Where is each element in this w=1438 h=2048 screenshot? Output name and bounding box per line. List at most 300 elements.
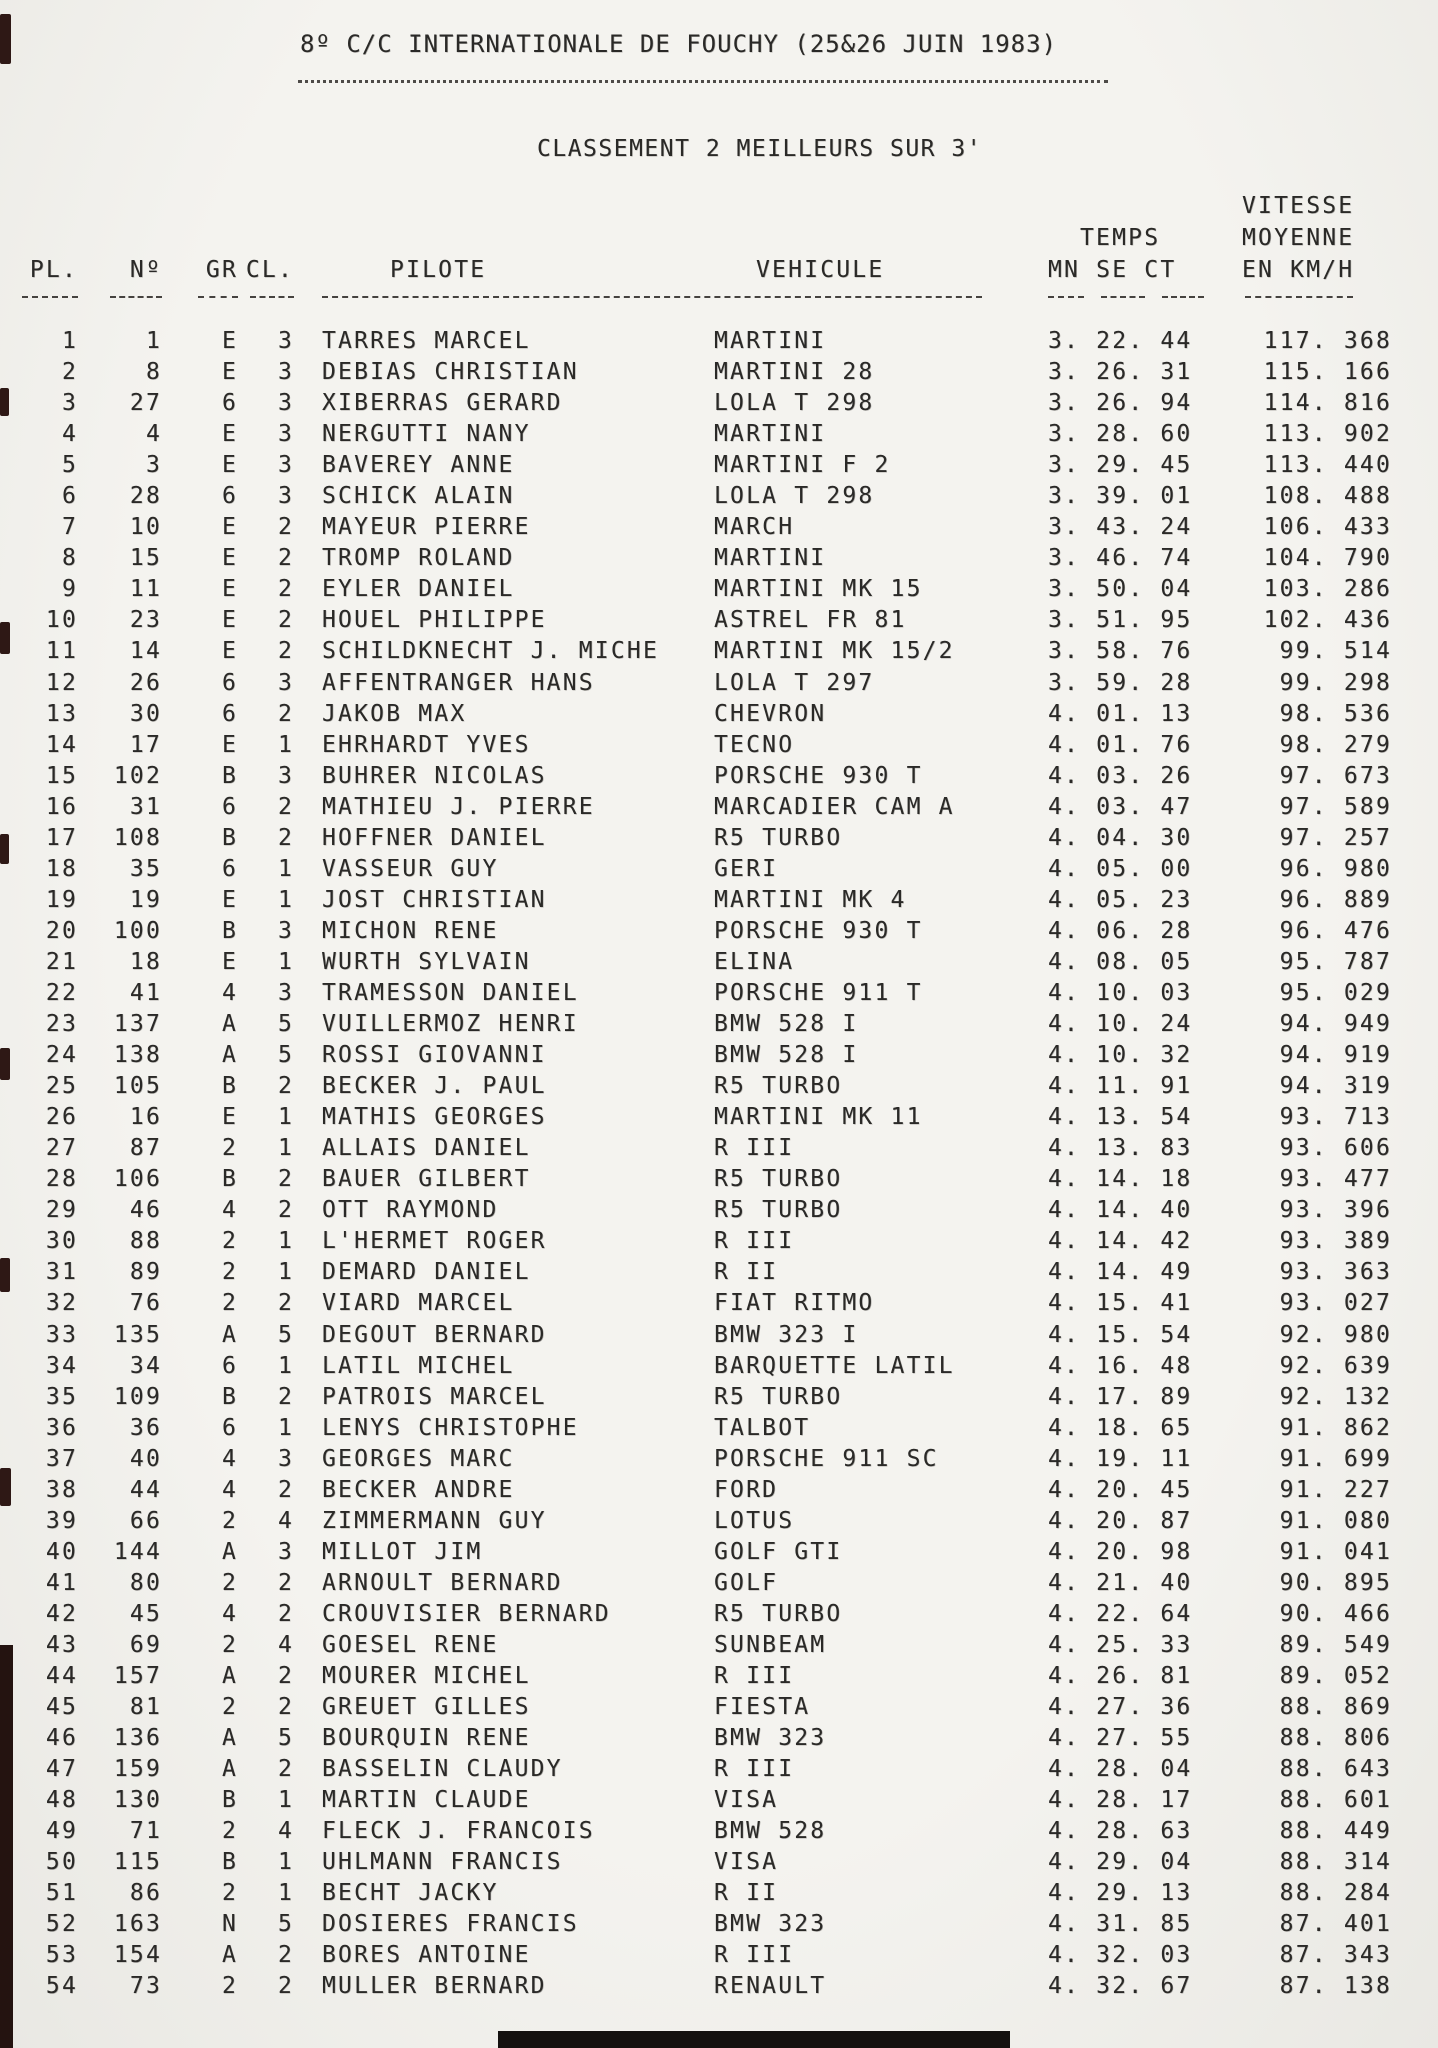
class-cell: 1 xyxy=(277,1880,294,1907)
vehicle-cell: MARTINI xyxy=(714,545,827,572)
class-cell: 2 xyxy=(277,514,294,541)
column-underline xyxy=(1101,286,1145,298)
time-cell: 3. 51. 95 xyxy=(1048,607,1193,634)
speed-cell: 95. 787 xyxy=(1279,948,1392,975)
place-cell: 30 xyxy=(45,1228,78,1255)
car-number-cell: 154 xyxy=(113,1942,162,1969)
result-row xyxy=(0,543,1392,574)
speed-cell: 113. 902 xyxy=(1263,421,1392,448)
class-cell: 4 xyxy=(277,1507,294,1534)
driver-cell: DEMARD DANIEL xyxy=(322,1259,531,1286)
car-number-cell: 11 xyxy=(129,576,162,603)
class-cell: 3 xyxy=(277,917,294,944)
time-cell: 4. 11. 91 xyxy=(1048,1073,1193,1100)
driver-cell: MATHIS GEORGES xyxy=(322,1104,547,1131)
speed-cell: 88. 643 xyxy=(1279,1756,1392,1783)
speed-cell: 93. 606 xyxy=(1279,1135,1392,1162)
header-gr: GR xyxy=(205,257,238,283)
result-row xyxy=(0,1754,1392,1785)
place-cell: 54 xyxy=(45,1973,78,2000)
class-cell: 1 xyxy=(277,948,294,975)
vehicle-cell: R5 TURBO xyxy=(714,1073,843,1100)
class-cell: 2 xyxy=(277,1694,294,1721)
result-row xyxy=(0,1537,1392,1568)
driver-cell: MULLER BERNARD xyxy=(322,1973,547,2000)
driver-cell: BECKER J. PAUL xyxy=(322,1073,547,1100)
time-cell: 4. 03. 26 xyxy=(1048,762,1193,789)
place-cell: 2 xyxy=(61,359,78,386)
driver-cell: VUILLERMOZ HENRI xyxy=(322,1011,579,1038)
time-cell: 4. 10. 03 xyxy=(1048,979,1193,1006)
vehicle-cell: MARCH xyxy=(714,514,795,541)
group-cell: 6 xyxy=(221,793,238,820)
result-row xyxy=(0,823,1392,854)
driver-cell: ZIMMERMANN GUY xyxy=(322,1507,547,1534)
place-cell: 25 xyxy=(45,1073,78,1100)
class-cell: 3 xyxy=(277,483,294,510)
car-number-cell: 88 xyxy=(129,1228,162,1255)
vehicle-cell: RENAULT xyxy=(714,1973,827,2000)
result-row xyxy=(0,916,1392,947)
vehicle-cell: R5 TURBO xyxy=(714,824,843,851)
speed-cell: 88. 601 xyxy=(1279,1787,1392,1814)
column-underline xyxy=(1245,286,1353,298)
vehicle-cell: MARTINI xyxy=(714,421,827,448)
vehicle-cell: MARCADIER CAM A xyxy=(714,793,955,820)
class-cell: 2 xyxy=(277,700,294,727)
result-row xyxy=(0,1133,1392,1164)
class-cell: 1 xyxy=(277,1104,294,1131)
group-cell: B xyxy=(221,1383,238,1410)
time-cell: 4. 10. 32 xyxy=(1048,1042,1193,1069)
result-row xyxy=(0,854,1392,885)
group-cell: B xyxy=(221,917,238,944)
result-row xyxy=(0,1568,1392,1599)
class-cell: 2 xyxy=(277,1383,294,1410)
speed-cell: 93. 713 xyxy=(1279,1104,1392,1131)
column-underline xyxy=(250,286,294,298)
vehicle-cell: GOLF GTI xyxy=(714,1538,843,1565)
result-row xyxy=(0,1351,1392,1382)
place-cell: 36 xyxy=(45,1414,78,1441)
speed-cell: 108. 488 xyxy=(1263,483,1392,510)
time-cell: 4. 13. 54 xyxy=(1048,1104,1193,1131)
group-cell: E xyxy=(221,359,238,386)
group-cell: E xyxy=(221,328,238,354)
car-number-cell: 18 xyxy=(129,948,162,975)
speed-cell: 90. 895 xyxy=(1279,1569,1392,1596)
time-cell: 4. 14. 40 xyxy=(1048,1197,1193,1224)
place-cell: 12 xyxy=(45,669,78,696)
result-row xyxy=(0,1009,1392,1040)
car-number-cell: 163 xyxy=(113,1911,162,1938)
place-cell: 16 xyxy=(45,793,78,820)
vehicle-cell: ELINA xyxy=(714,948,795,975)
car-number-cell: 73 xyxy=(129,1973,162,2000)
class-cell: 3 xyxy=(277,421,294,448)
vehicle-cell: R II xyxy=(714,1259,779,1286)
vehicle-cell: R III xyxy=(714,1942,795,1969)
speed-cell: 92. 132 xyxy=(1279,1383,1392,1410)
group-cell: 4 xyxy=(221,1445,238,1472)
place-cell: 22 xyxy=(45,979,78,1006)
vehicle-cell: R III xyxy=(714,1756,795,1783)
place-cell: 49 xyxy=(45,1818,78,1845)
place-cell: 43 xyxy=(45,1631,78,1658)
time-cell: 4. 13. 83 xyxy=(1048,1135,1193,1162)
place-cell: 14 xyxy=(45,731,78,758)
scan-artifact-left-edge xyxy=(0,14,11,64)
car-number-cell: 17 xyxy=(129,731,162,758)
result-row xyxy=(0,1320,1392,1351)
group-cell: E xyxy=(221,948,238,975)
place-cell: 15 xyxy=(45,762,78,789)
speed-cell: 87. 343 xyxy=(1279,1942,1392,1969)
place-cell: 29 xyxy=(45,1197,78,1224)
place-cell: 18 xyxy=(45,855,78,882)
group-cell: E xyxy=(221,576,238,603)
driver-cell: BECHT JACKY xyxy=(322,1880,499,1907)
vehicle-cell: R5 TURBO xyxy=(714,1197,843,1224)
column-underline xyxy=(22,286,78,298)
result-row xyxy=(0,1102,1392,1133)
speed-cell: 97. 589 xyxy=(1279,793,1392,820)
time-cell: 4. 31. 85 xyxy=(1048,1911,1193,1938)
group-cell: B xyxy=(221,1849,238,1876)
place-cell: 46 xyxy=(45,1725,78,1752)
header-cl: CL. xyxy=(245,257,294,283)
car-number-cell: 89 xyxy=(129,1259,162,1286)
class-cell: 2 xyxy=(277,1973,294,2000)
column-underline xyxy=(198,286,238,298)
class-cell: 2 xyxy=(277,607,294,634)
result-row xyxy=(0,574,1392,605)
result-row xyxy=(0,1288,1392,1319)
time-cell: 3. 58. 76 xyxy=(1048,638,1193,665)
driver-cell: BAUER GILBERT xyxy=(322,1166,531,1193)
group-cell: A xyxy=(221,1756,238,1783)
place-cell: 20 xyxy=(45,917,78,944)
car-number-cell: 137 xyxy=(113,1011,162,1038)
speed-cell: 88. 869 xyxy=(1279,1694,1392,1721)
car-number-cell: 138 xyxy=(113,1042,162,1069)
group-cell: 2 xyxy=(221,1569,238,1596)
car-number-cell: 34 xyxy=(129,1352,162,1379)
header-line-3 xyxy=(0,254,1392,286)
car-number-cell: 31 xyxy=(129,793,162,820)
time-cell: 4. 15. 41 xyxy=(1048,1290,1193,1317)
time-cell: 4. 28. 04 xyxy=(1048,1756,1193,1783)
class-cell: 3 xyxy=(277,1538,294,1565)
class-cell: 1 xyxy=(277,1228,294,1255)
car-number-cell: 14 xyxy=(129,638,162,665)
result-row xyxy=(0,730,1392,761)
class-cell: 3 xyxy=(277,979,294,1006)
class-cell: 5 xyxy=(277,1911,294,1938)
place-cell: 27 xyxy=(45,1135,78,1162)
header-pilote: PILOTE xyxy=(390,257,487,283)
speed-cell: 87. 138 xyxy=(1279,1973,1392,2000)
header-line-2 xyxy=(0,222,1392,254)
speed-cell: 115. 166 xyxy=(1263,359,1392,386)
column-underline xyxy=(1162,286,1204,298)
class-cell: 5 xyxy=(277,1011,294,1038)
class-cell: 1 xyxy=(277,1849,294,1876)
time-cell: 3. 22. 44 xyxy=(1048,328,1193,354)
place-cell: 52 xyxy=(45,1911,78,1938)
class-cell: 3 xyxy=(277,762,294,789)
driver-cell: FLECK J. FRANCOIS xyxy=(322,1818,595,1845)
car-number-cell: 69 xyxy=(129,1631,162,1658)
driver-cell: ROSSI GIOVANNI xyxy=(322,1042,547,1069)
car-number-cell: 105 xyxy=(113,1073,162,1100)
car-number-cell: 4 xyxy=(145,421,162,448)
group-cell: 2 xyxy=(221,1880,238,1907)
vehicle-cell: MARTINI MK 15 xyxy=(714,576,923,603)
driver-cell: LENYS CHRISTOPHE xyxy=(322,1414,579,1441)
driver-cell: GEORGES MARC xyxy=(322,1445,515,1472)
time-cell: 4. 29. 13 xyxy=(1048,1880,1193,1907)
time-cell: 4. 27. 55 xyxy=(1048,1725,1193,1752)
class-cell: 2 xyxy=(277,1600,294,1627)
vehicle-cell: TECNO xyxy=(714,731,795,758)
result-row xyxy=(0,357,1392,388)
class-cell: 2 xyxy=(277,793,294,820)
vehicle-cell: MARTINI MK 15/2 xyxy=(714,638,955,665)
group-cell: B xyxy=(221,1166,238,1193)
speed-cell: 99. 514 xyxy=(1279,638,1392,665)
place-cell: 17 xyxy=(45,824,78,851)
place-cell: 13 xyxy=(45,700,78,727)
time-cell: 4. 10. 24 xyxy=(1048,1011,1193,1038)
header-line-1 xyxy=(0,190,1392,222)
car-number-cell: 157 xyxy=(113,1663,162,1690)
group-cell: 6 xyxy=(221,855,238,882)
result-row xyxy=(0,1382,1392,1413)
vehicle-cell: PORSCHE 930 T xyxy=(714,917,923,944)
place-cell: 3 xyxy=(61,390,78,417)
place-cell: 53 xyxy=(45,1942,78,1969)
group-cell: 6 xyxy=(221,700,238,727)
speed-cell: 102. 436 xyxy=(1263,607,1392,634)
car-number-cell: 76 xyxy=(129,1290,162,1317)
time-cell: 4. 14. 49 xyxy=(1048,1259,1193,1286)
place-cell: 33 xyxy=(45,1321,78,1348)
car-number-cell: 106 xyxy=(113,1166,162,1193)
time-cell: 3. 43. 24 xyxy=(1048,514,1193,541)
group-cell: A xyxy=(221,1942,238,1969)
speed-cell: 94. 949 xyxy=(1279,1011,1392,1038)
place-cell: 21 xyxy=(45,948,78,975)
result-row xyxy=(0,1692,1392,1723)
table-header xyxy=(0,190,1392,304)
time-cell: 4. 05. 00 xyxy=(1048,855,1193,882)
driver-cell: UHLMANN FRANCIS xyxy=(322,1849,563,1876)
class-cell: 3 xyxy=(277,452,294,479)
car-number-cell: 108 xyxy=(113,824,162,851)
place-cell: 38 xyxy=(45,1476,78,1503)
class-cell: 3 xyxy=(277,669,294,696)
place-cell: 7 xyxy=(61,514,78,541)
group-cell: A xyxy=(221,1538,238,1565)
time-cell: 4. 18. 65 xyxy=(1048,1414,1193,1441)
place-cell: 51 xyxy=(45,1880,78,1907)
class-cell: 2 xyxy=(277,1166,294,1193)
time-cell: 3. 26. 94 xyxy=(1048,390,1193,417)
time-cell: 4. 14. 42 xyxy=(1048,1228,1193,1255)
car-number-cell: 100 xyxy=(113,917,162,944)
speed-cell: 96. 889 xyxy=(1279,886,1392,913)
header-underline-row xyxy=(0,286,1392,304)
driver-cell: HOUEL PHILIPPE xyxy=(322,607,547,634)
group-cell: N xyxy=(221,1911,238,1938)
driver-cell: TRAMESSON DANIEL xyxy=(322,979,579,1006)
driver-cell: DEBIAS CHRISTIAN xyxy=(322,359,579,386)
driver-cell: NERGUTTI NANY xyxy=(322,421,531,448)
time-cell: 4. 01. 76 xyxy=(1048,731,1193,758)
driver-cell: TROMP ROLAND xyxy=(322,545,515,572)
group-cell: 2 xyxy=(221,1694,238,1721)
time-cell: 4. 08. 05 xyxy=(1048,948,1193,975)
driver-cell: TARRES MARCEL xyxy=(322,328,531,354)
result-row xyxy=(0,419,1392,450)
result-row xyxy=(0,1723,1392,1754)
time-cell: 4. 21. 40 xyxy=(1048,1569,1193,1596)
class-cell: 5 xyxy=(277,1042,294,1069)
vehicle-cell: CHEVRON xyxy=(714,700,827,727)
place-cell: 6 xyxy=(61,483,78,510)
place-cell: 9 xyxy=(61,576,78,603)
speed-cell: 90. 466 xyxy=(1279,1600,1392,1627)
car-number-cell: 44 xyxy=(129,1476,162,1503)
group-cell: 2 xyxy=(221,1135,238,1162)
class-cell: 4 xyxy=(277,1818,294,1845)
result-row xyxy=(0,388,1392,419)
vehicle-cell: R II xyxy=(714,1880,779,1907)
class-cell: 3 xyxy=(277,328,294,354)
result-row xyxy=(0,1847,1392,1878)
result-row xyxy=(0,1506,1392,1537)
vehicle-cell: R III xyxy=(714,1663,795,1690)
speed-cell: 93. 363 xyxy=(1279,1259,1392,1286)
time-cell: 4. 25. 33 xyxy=(1048,1631,1193,1658)
speed-cell: 114. 816 xyxy=(1263,390,1392,417)
vehicle-cell: BMW 323 xyxy=(714,1911,827,1938)
vehicle-cell: PORSCHE 911 SC xyxy=(714,1445,939,1472)
class-cell: 1 xyxy=(277,886,294,913)
column-underline xyxy=(322,286,982,298)
driver-cell: MAYEUR PIERRE xyxy=(322,514,531,541)
class-cell: 2 xyxy=(277,1756,294,1783)
group-cell: 6 xyxy=(221,1352,238,1379)
time-cell: 4. 15. 54 xyxy=(1048,1321,1193,1348)
place-cell: 44 xyxy=(45,1663,78,1690)
header-pl: PL. xyxy=(29,257,78,283)
time-cell: 4. 20. 87 xyxy=(1048,1507,1193,1534)
driver-cell: ARNOULT BERNARD xyxy=(322,1569,563,1596)
class-cell: 2 xyxy=(277,824,294,851)
vehicle-cell: R5 TURBO xyxy=(714,1383,843,1410)
speed-cell: 92. 980 xyxy=(1279,1321,1392,1348)
place-cell: 41 xyxy=(45,1569,78,1596)
speed-cell: 89. 052 xyxy=(1279,1663,1392,1690)
speed-cell: 93. 027 xyxy=(1279,1290,1392,1317)
class-cell: 3 xyxy=(277,390,294,417)
driver-cell: WURTH SYLVAIN xyxy=(322,948,531,975)
time-cell: 3. 46. 74 xyxy=(1048,545,1193,572)
vehicle-cell: VISA xyxy=(714,1849,779,1876)
vehicle-cell: PORSCHE 911 T xyxy=(714,979,923,1006)
place-cell: 26 xyxy=(45,1104,78,1131)
driver-cell: BOURQUIN RENE xyxy=(322,1725,531,1752)
car-number-cell: 46 xyxy=(129,1197,162,1224)
car-number-cell: 1 xyxy=(145,328,162,354)
group-cell: A xyxy=(221,1321,238,1348)
car-number-cell: 81 xyxy=(129,1694,162,1721)
vehicle-cell: BARQUETTE LATIL xyxy=(714,1352,955,1379)
scan-artifact-bottom-bar xyxy=(498,2031,1010,2048)
speed-cell: 88. 806 xyxy=(1279,1725,1392,1752)
vehicle-cell: R5 TURBO xyxy=(714,1166,843,1193)
class-cell: 2 xyxy=(277,1476,294,1503)
header-temps: TEMPS xyxy=(1080,225,1161,251)
group-cell: E xyxy=(221,514,238,541)
column-underline xyxy=(110,286,162,298)
place-cell: 40 xyxy=(45,1538,78,1565)
driver-cell: MILLOT JIM xyxy=(322,1538,483,1565)
speed-cell: 91. 227 xyxy=(1279,1476,1392,1503)
result-row xyxy=(0,699,1392,730)
time-cell: 4. 04. 30 xyxy=(1048,824,1193,851)
group-cell: E xyxy=(221,638,238,665)
place-cell: 37 xyxy=(45,1445,78,1472)
result-row xyxy=(0,481,1392,512)
vehicle-cell: GERI xyxy=(714,855,779,882)
car-number-cell: 15 xyxy=(129,545,162,572)
speed-cell: 96. 476 xyxy=(1279,917,1392,944)
time-cell: 4. 19. 11 xyxy=(1048,1445,1193,1472)
header-no: Nº xyxy=(129,257,162,283)
driver-cell: ALLAIS DANIEL xyxy=(322,1135,531,1162)
speed-cell: 106. 433 xyxy=(1263,514,1392,541)
driver-cell: GOESEL RENE xyxy=(322,1631,499,1658)
result-row xyxy=(0,1785,1392,1816)
group-cell: 4 xyxy=(221,979,238,1006)
result-row xyxy=(0,1940,1392,1971)
group-cell: 4 xyxy=(221,1600,238,1627)
result-row xyxy=(0,1878,1392,1909)
time-cell: 4. 32. 67 xyxy=(1048,1973,1193,2000)
place-cell: 28 xyxy=(45,1166,78,1193)
time-cell: 4. 05. 23 xyxy=(1048,886,1193,913)
group-cell: E xyxy=(221,731,238,758)
column-underline xyxy=(1048,286,1084,298)
driver-cell: BASSELIN CLAUDY xyxy=(322,1756,563,1783)
class-cell: 3 xyxy=(277,1445,294,1472)
car-number-cell: 19 xyxy=(129,886,162,913)
vehicle-cell: FIESTA xyxy=(714,1694,811,1721)
driver-cell: JOST CHRISTIAN xyxy=(322,886,547,913)
speed-cell: 98. 536 xyxy=(1279,700,1392,727)
vehicle-cell: MARTINI MK 11 xyxy=(714,1104,923,1131)
group-cell: 4 xyxy=(221,1197,238,1224)
class-cell: 2 xyxy=(277,1197,294,1224)
driver-cell: MOURER MICHEL xyxy=(322,1663,531,1690)
vehicle-cell: BMW 323 xyxy=(714,1725,827,1752)
header-en-kmh: EN KM/H xyxy=(1242,257,1355,283)
place-cell: 10 xyxy=(45,607,78,634)
driver-cell: LATIL MICHEL xyxy=(322,1352,515,1379)
